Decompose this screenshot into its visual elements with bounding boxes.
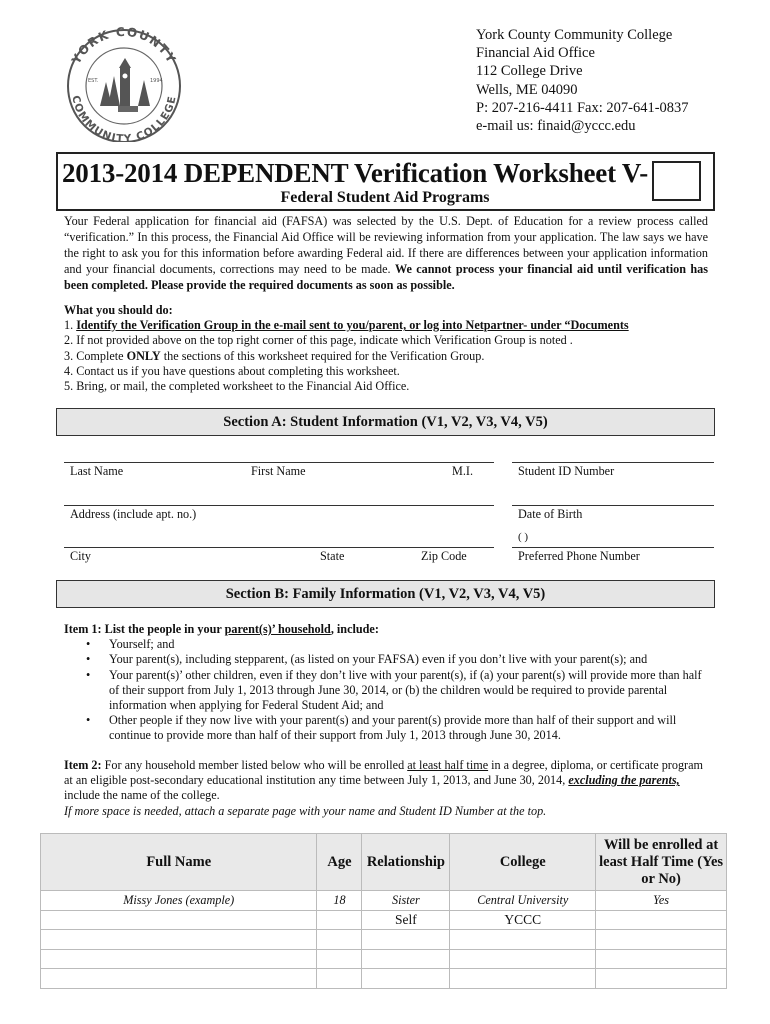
table-cell: Yes xyxy=(596,891,727,911)
list-item: • Other people if they now live with your parent(s) and your parent(s) provide more than half of their support and will continue to provide more than half of their support from July 1, 2013 through June 30, 2014. xyxy=(86,713,714,743)
household-table xyxy=(40,833,727,989)
page-subtitle: Federal Student Aid Programs xyxy=(280,189,490,206)
office-line: P: 207-216-4411 Fax: 207-641-0837 xyxy=(476,99,689,116)
table-cell[interactable] xyxy=(362,969,450,989)
dob-label: Date of Birth xyxy=(518,507,583,521)
svg-text:1994: 1994 xyxy=(150,78,163,84)
office-line: York County Community College xyxy=(476,27,673,43)
table-cell[interactable] xyxy=(596,930,727,950)
address-label: Address (include apt. no.) xyxy=(70,507,197,521)
last-name-label: Last Name xyxy=(70,464,124,478)
table-cell[interactable] xyxy=(41,930,317,950)
table-header-row xyxy=(41,834,727,891)
table-cell[interactable] xyxy=(317,949,362,969)
section-a-header: Section A: Student Information (V1, V2, V3, V4, V5) xyxy=(56,408,715,436)
section-b-header: Section B: Family Information (V1, V2, V3, V4, V5) xyxy=(56,580,715,608)
table-row xyxy=(41,910,727,930)
table-cell: 18 xyxy=(317,891,362,911)
list-item: • Your parent(s), including stepparent, (as listed on your FAFSA) even if you don’t live with your parent(s); and xyxy=(86,652,714,667)
table-cell: Central University xyxy=(450,891,596,911)
list-item: • Your parent(s)’ other children, even if they don’t live with your parent(s), if (a) your parent(s) will provide more than half of their support from July 1, 2013 through June 30, 2014, or (b) the children would be required to provide parental information when applying for Federal Student Aid; and xyxy=(86,668,714,714)
table-cell[interactable] xyxy=(41,910,317,930)
table-cell[interactable] xyxy=(596,910,727,930)
name-line[interactable] xyxy=(64,462,494,463)
phone-line[interactable] xyxy=(512,547,714,548)
table-cell[interactable] xyxy=(450,949,596,969)
table-cell[interactable] xyxy=(596,949,727,969)
table-cell[interactable] xyxy=(317,930,362,950)
table-cell[interactable] xyxy=(317,969,362,989)
office-line: Wells, ME 04090 xyxy=(476,81,578,98)
col-half-time: Will be enrolled at least Half Time (Yes or No) xyxy=(596,834,727,891)
intro-warning: We cannot process your financial aid until verification has been completed. Please provide the required documents as soon as possible. xyxy=(64,262,708,292)
svg-text:COMMUNITY COLLEGE: COMMUNITY COLLEGE xyxy=(69,94,179,142)
svg-text:YORK COUNTY: YORK COUNTY xyxy=(68,24,180,67)
page-title: 2013-2014 DEPENDENT Verification Worksheet V- xyxy=(62,158,649,188)
step-4: 4. Contact us if you have questions about completing this worksheet. xyxy=(64,363,400,378)
col-college: College xyxy=(450,834,596,891)
student-id-label: Student ID Number xyxy=(518,464,615,478)
table-cell[interactable]: Self xyxy=(362,910,450,930)
student-id-line[interactable] xyxy=(512,462,714,463)
table-cell[interactable] xyxy=(596,969,727,989)
item-1 xyxy=(64,622,714,744)
college-logo xyxy=(58,24,190,142)
city-label: City xyxy=(70,549,91,563)
table-cell[interactable] xyxy=(362,930,450,950)
zip-label: Zip Code xyxy=(421,549,467,563)
item-2-text: Item 2: For any household member listed below who will be enrolled at least half time in a degree, diploma, or certificate program at an eligible post-secondary educational institution any time between July 1, 2013, and June 30, 2014, excluding the parents, include the name of the college. xyxy=(64,758,703,803)
office-line: 112 College Drive xyxy=(476,63,583,80)
col-age: Age xyxy=(317,834,362,891)
table-cell: Sister xyxy=(362,891,450,911)
city-line[interactable] xyxy=(64,547,494,548)
office-email: e-mail us: finaid@yccc.edu xyxy=(476,118,636,135)
step-5: 5. Bring, or mail, the completed worksheet to the Financial Aid Office. xyxy=(64,379,410,394)
mi-label: M.I. xyxy=(452,464,473,478)
instructions xyxy=(64,303,714,394)
item-2 xyxy=(64,758,714,819)
list-item: • Yourself; and xyxy=(86,637,714,652)
item-2-note: If more space is needed, attach a separate page with your name and Student ID Number at the top. xyxy=(64,803,547,818)
table-cell[interactable] xyxy=(317,910,362,930)
phone-label: Preferred Phone Number xyxy=(518,549,640,563)
office-line: Financial Aid Office xyxy=(476,45,595,62)
table-cell[interactable] xyxy=(41,949,317,969)
svg-text:EST.: EST. xyxy=(88,78,99,84)
step-2: 2. If not provided above on the top right corner of this page, indicate which Verification Group is noted . xyxy=(64,333,573,348)
table-row xyxy=(41,969,727,989)
col-full-name: Full Name xyxy=(41,834,317,891)
example-row xyxy=(41,891,727,911)
dob-line[interactable] xyxy=(512,505,714,506)
item-1-heading: Item 1: List the people in your parent(s)’ household, include: xyxy=(64,622,379,636)
step-3: 3. Complete ONLY the sections of this worksheet required for the Verification Group. xyxy=(64,348,485,363)
step-1: 1. Identify the Verification Group in the e-mail sent to you/parent, or log into Netpartner- under “Documents xyxy=(64,318,629,333)
table-row xyxy=(41,949,727,969)
state-label: State xyxy=(320,549,345,563)
table-cell[interactable]: YCCC xyxy=(450,910,596,930)
address-line[interactable] xyxy=(64,505,494,506)
table-cell[interactable] xyxy=(450,969,596,989)
table-row xyxy=(41,930,727,950)
intro-paragraph: Your Federal application for financial aid (FAFSA) was selected by the U.S. Dept. of Education for a review process called “verification.” In this process, the Financial Aid Office will be reviewing information from your application. The law says we have the right to ask you for this information before awarding Federal aid. If there are differences between your application information and your financial documents, corrections may need to be made. We cannot process your financial aid until verification has been completed. Please provide the required documents as soon as possible. xyxy=(64,214,708,292)
table-cell[interactable] xyxy=(362,949,450,969)
table-cell[interactable] xyxy=(450,930,596,950)
col-relationship: Relationship xyxy=(362,834,450,891)
table-cell[interactable] xyxy=(41,969,317,989)
first-name-label: First Name xyxy=(251,464,306,478)
instructions-heading: What you should do: xyxy=(64,303,173,317)
phone-area-code: ( ) xyxy=(518,531,529,543)
office-address xyxy=(476,26,689,135)
table-cell: Missy Jones (example) xyxy=(41,891,317,911)
household-list xyxy=(86,637,714,743)
